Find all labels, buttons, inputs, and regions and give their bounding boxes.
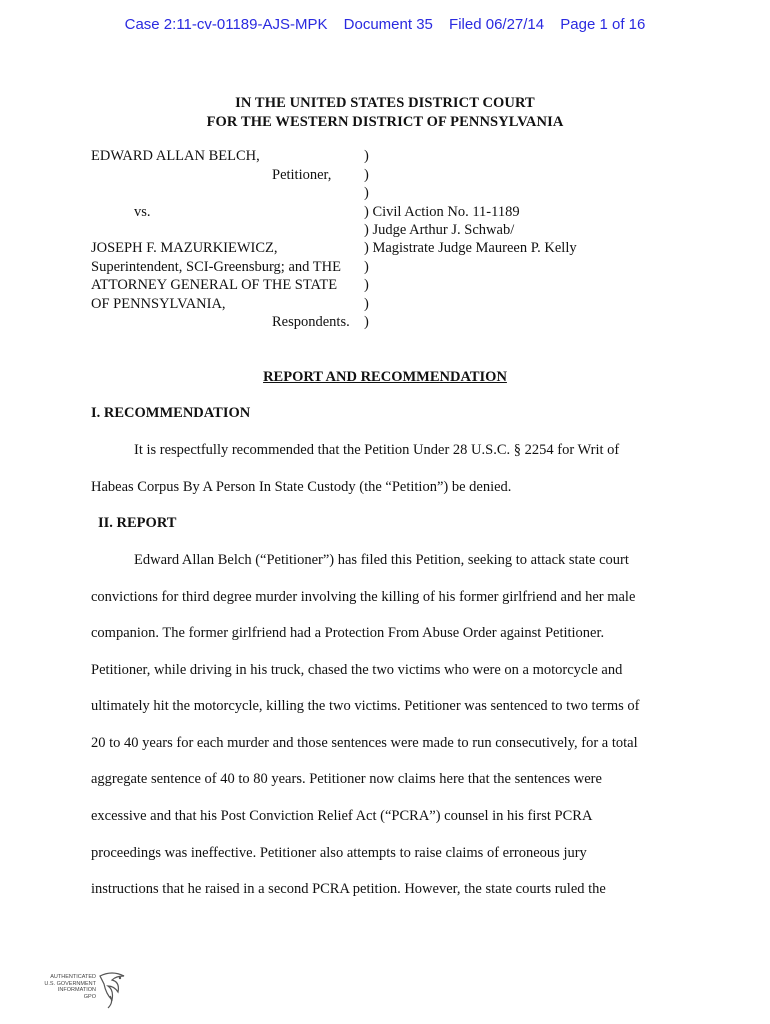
paragraph-line: It is respectfully recommended that the Petition Under 28 U.S.C. § 2254 for Writ of: [134, 442, 620, 458]
paragraph-line: instructions that he raised in a second PCRA petition. However, the state courts ruled the: [91, 881, 606, 897]
paragraph-line: ultimately hit the motorcycle, killing the two victims. Petitioner was sentenced to two terms of: [91, 698, 640, 714]
paragraph-line: convictions for third degree murder involving the killing of his former girlfriend and her male: [91, 589, 636, 605]
caption-paren: ): [364, 314, 369, 330]
section-heading-report: II. REPORT: [98, 515, 177, 531]
paragraph-line: 20 to 40 years for each murder and those sentences were made to run consecutively, for a total: [91, 735, 638, 751]
document-number: Document 35: [343, 16, 433, 33]
caption-paren: ): [364, 148, 369, 164]
respondent-role: Respondents.: [272, 314, 350, 330]
caption-paren: ): [364, 277, 369, 293]
case-number: Case 2:11-cv-01189-AJS-MPK: [124, 16, 328, 33]
versus: vs.: [134, 204, 151, 220]
paragraph-line: Petitioner, while driving in his truck, chased the two victims who were on a motorcycle and: [91, 662, 623, 678]
respondent-line-4: OF PENNSYLVANIA,: [91, 296, 226, 312]
court-heading: [0, 94, 770, 132]
magistrate-judge: ) Magistrate Judge Maureen P. Kelly: [364, 240, 577, 256]
gpo-seal-text: AUTHENTICATED U.S. GOVERNMENT INFORMATION GPO: [44, 974, 96, 1000]
court-line-1: IN THE UNITED STATES DISTRICT COURT: [235, 95, 535, 111]
caption-paren: ): [364, 185, 369, 201]
page-number: Page 1 of 16: [560, 16, 646, 33]
respondent-line-3: ATTORNEY GENERAL OF THE STATE: [91, 277, 338, 293]
section-heading-recommendation: I. RECOMMENDATION: [91, 405, 251, 421]
paragraph-line: aggregate sentence of 40 to 80 years. Petitioner now claims here that the sentences were: [91, 771, 602, 787]
respondent-line-1: JOSEPH F. MAZURKIEWICZ,: [91, 240, 278, 256]
petitioner-name: EDWARD ALLAN BELCH,: [91, 148, 260, 164]
caption-paren: ): [364, 167, 369, 183]
petitioner-role: Petitioner,: [272, 167, 332, 183]
document-title: REPORT AND RECOMMENDATION: [263, 369, 507, 385]
civil-action-number: ) Civil Action No. 11-1189: [364, 204, 520, 220]
paragraph-line: companion. The former girlfriend had a Protection From Abuse Order against Petitioner.: [91, 625, 605, 641]
paragraph-line: Edward Allan Belch (“Petitioner”) has filed this Petition, seeking to attack state court: [134, 552, 629, 568]
paragraph-line: proceedings was ineffective. Petitioner also attempts to raise claims of erroneous jury: [91, 845, 587, 861]
ecf-header: [0, 16, 770, 33]
filed-date: Filed 06/27/14: [449, 16, 545, 33]
caption-paren: ): [364, 296, 369, 312]
court-line-2: FOR THE WESTERN DISTRICT OF PENNSYLVANIA: [206, 114, 564, 130]
caption-paren: ): [364, 259, 369, 275]
eagle-icon: [94, 970, 130, 1010]
district-judge: ) Judge Arthur J. Schwab/: [364, 222, 515, 238]
paragraph-line: Habeas Corpus By A Person In State Custody (the “Petition”) be denied.: [91, 479, 512, 495]
gpo-authentication-seal: [36, 970, 136, 1012]
paragraph-line: excessive and that his Post Conviction Relief Act (“PCRA”) counsel in his first PCRA: [91, 808, 593, 824]
respondent-line-2: Superintendent, SCI-Greensburg; and THE: [91, 259, 341, 275]
